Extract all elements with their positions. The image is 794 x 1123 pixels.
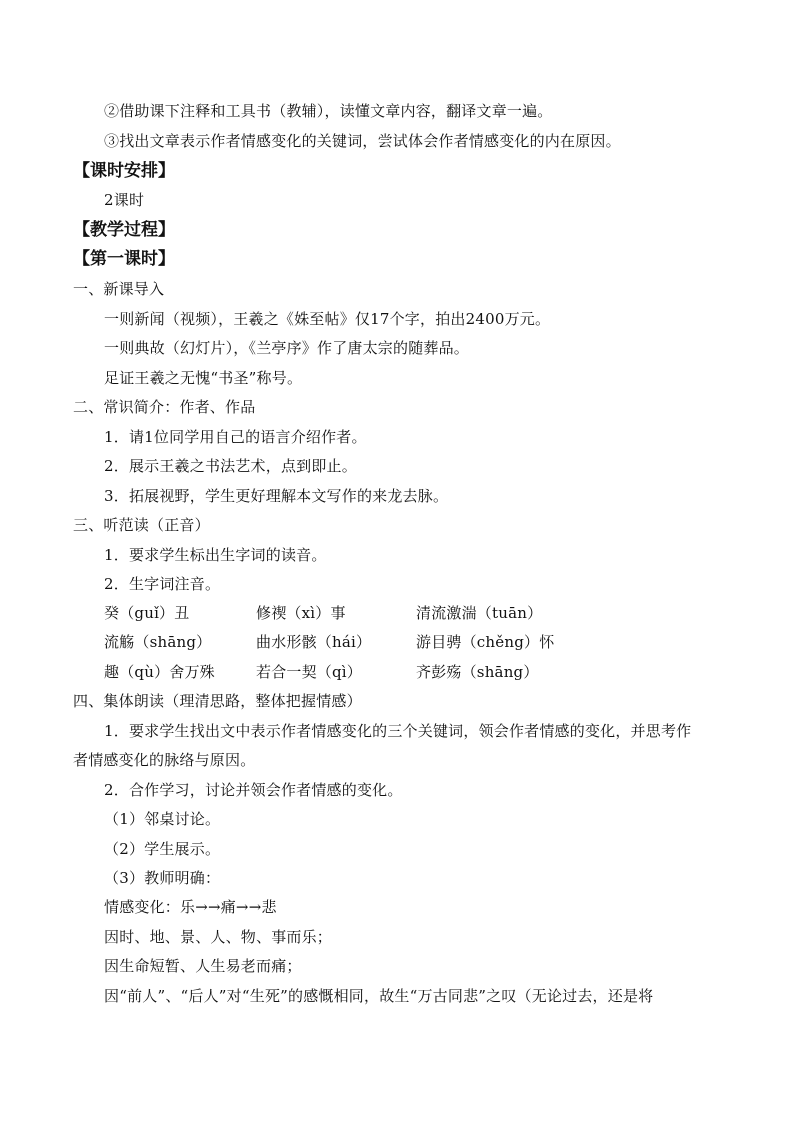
- section-3-title: 三、听范读（正音）: [73, 516, 210, 534]
- section-2-title: 二、常识简介：作者、作品: [73, 398, 256, 416]
- emotion-pain: 因生命短暂、人生易老而痛；: [104, 957, 302, 975]
- vocab-item: 游目骋（chěng）怀: [416, 633, 555, 651]
- emotion-change: 情感变化：乐→→痛→→悲: [104, 898, 277, 916]
- vocab-item: 癸（guǐ）丑: [104, 604, 190, 622]
- emotion-sorrow: 因“前人”、“后人”对“生死”的感慨相同，故生“万古同悲”之叹（无论过去，还是将: [104, 987, 654, 1005]
- section-4-item-1-cont: 者情感变化的脉络与原因。: [73, 751, 256, 769]
- section-4-item-2: 2．合作学习，讨论并领会作者情感的变化。: [104, 781, 403, 799]
- heading-first-lesson: 【第一课时】: [73, 249, 175, 269]
- objective-2: ②借助课下注释和工具书（教辅），读懂文章内容，翻译文章一遍。: [104, 102, 553, 120]
- section-3-item-1: 1．要求学生标出生字词的读音。: [104, 546, 327, 564]
- section-4-title: 四、集体朗读（理清思路，整体把握情感）: [73, 692, 362, 710]
- section-1-title: 一、新课导入: [73, 280, 165, 298]
- section-4-item-1: 1．要求学生找出文中表示作者情感变化的三个关键词，领会作者情感的变化，并思考作: [104, 722, 692, 740]
- section-1-conclusion: 足证王羲之无愧“书圣”称号。: [104, 369, 303, 387]
- section-4-sub-3: （3）教师明确：: [104, 869, 221, 887]
- vocab-item: 清流激湍（tuān）: [416, 604, 543, 622]
- vocab-item: 修禊（xì）事: [256, 604, 346, 622]
- vocab-item: 齐彭殇（shāng）: [416, 663, 539, 681]
- heading-schedule: 【课时安排】: [73, 161, 175, 181]
- emotion-joy: 因时、地、景、人、物、事而乐；: [104, 928, 333, 946]
- vocab-item: 若合一契（qì）: [256, 663, 363, 681]
- objective-3: ③找出文章表示作者情感变化的关键词，尝试体会作者情感变化的内在原因。: [104, 132, 621, 150]
- section-1-story: 一则典故（幻灯片），《兰亭序》作了唐太宗的随葬品。: [104, 339, 470, 357]
- section-2-item-2: 2．展示王羲之书法艺术，点到即止。: [104, 457, 357, 475]
- section-2-item-1: 1．请1位同学用自己的语言介绍作者。: [104, 428, 367, 446]
- section-4-sub-2: （2）学生展示。: [104, 840, 221, 858]
- vocab-item: 趣（qù）舍万殊: [104, 663, 215, 681]
- section-2-item-3: 3．拓展视野，学生更好理解本文写作的来龙去脉。: [104, 487, 449, 505]
- heading-process: 【教学过程】: [73, 220, 175, 240]
- class-hours: 2课时: [104, 191, 145, 209]
- section-4-sub-1: （1）邻桌讨论。: [104, 810, 221, 828]
- vocab-item: 流觞（shāng）: [104, 633, 212, 651]
- vocab-item: 曲水形骸（hái）: [256, 633, 372, 651]
- section-3-item-2: 2．生字词注音。: [104, 575, 221, 593]
- section-1-news: 一则新闻（视频），王羲之《姝至帖》仅17个字，拍出2400万元。: [104, 310, 551, 328]
